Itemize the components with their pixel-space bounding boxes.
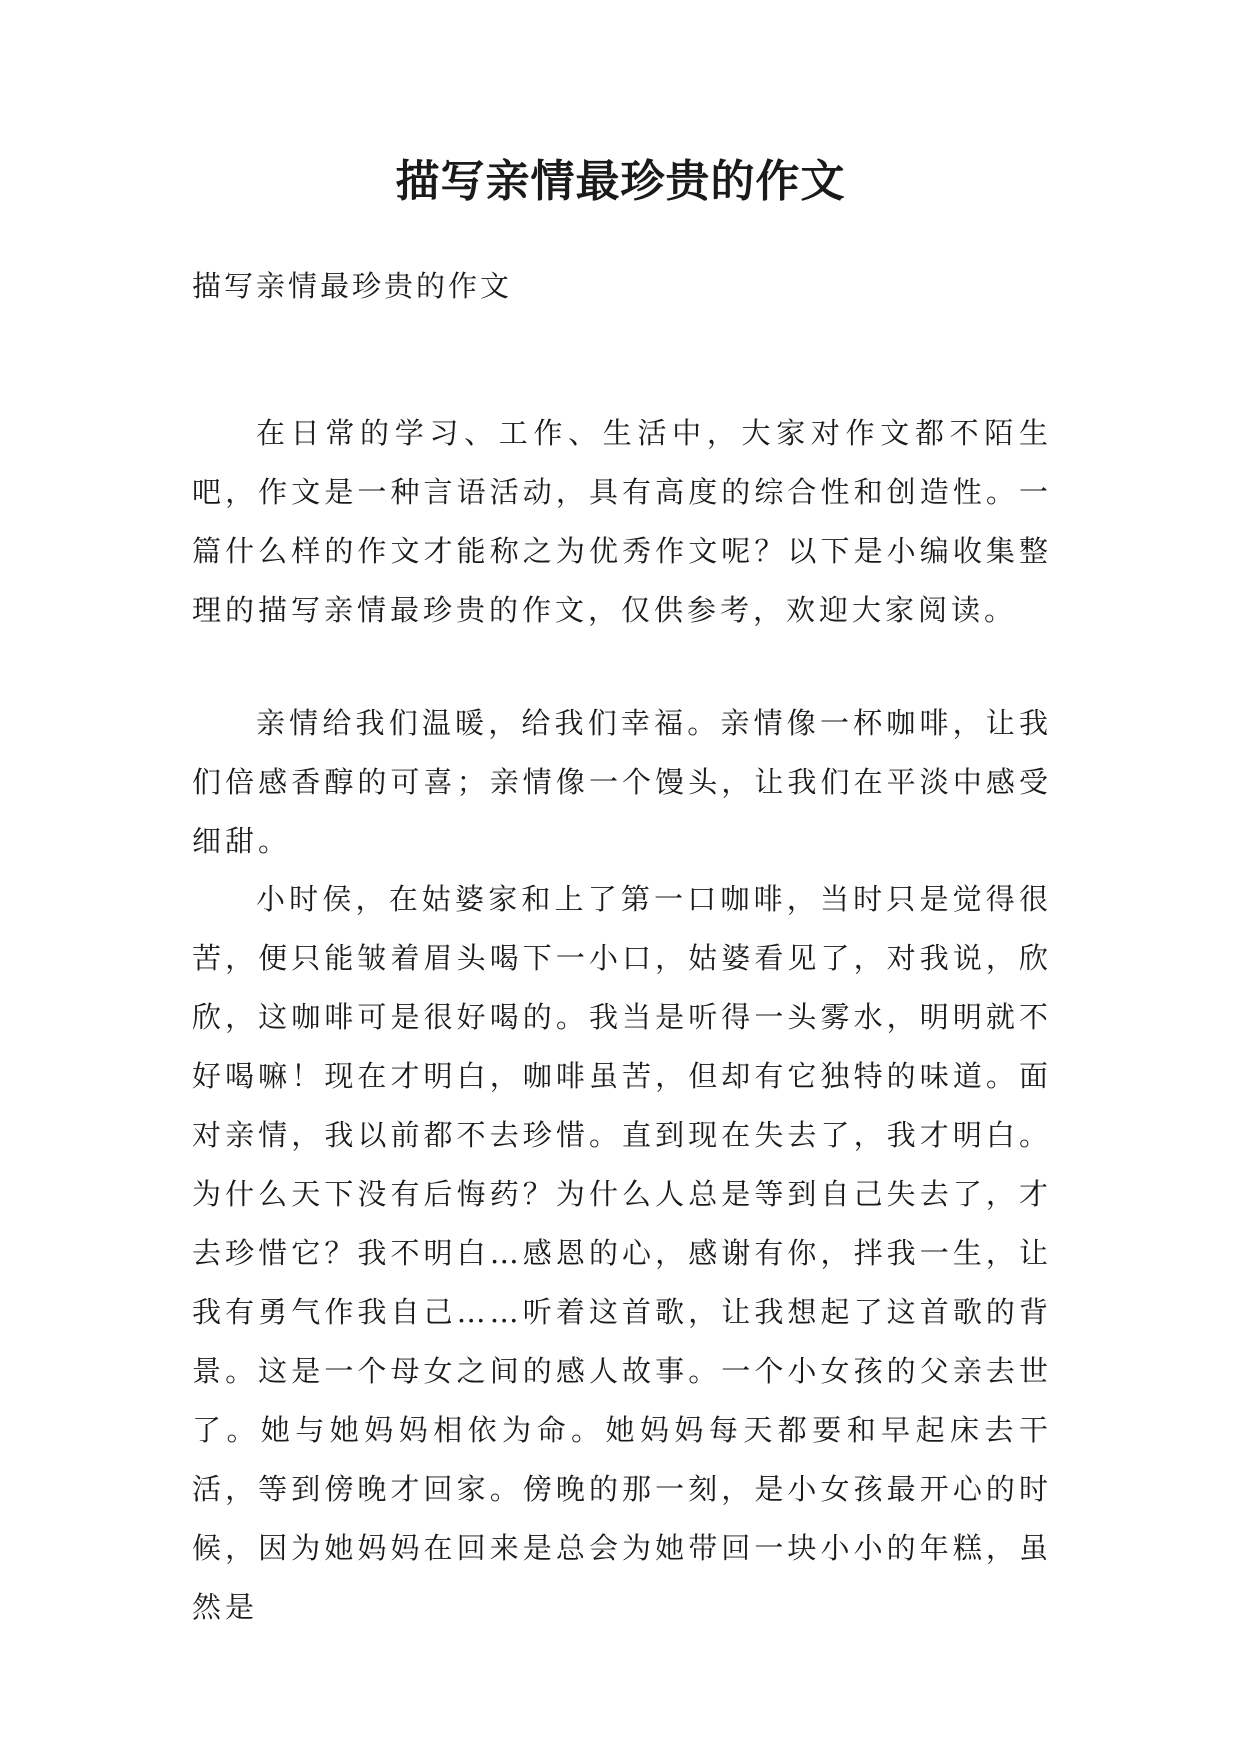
document-subtitle: 描写亲情最珍贵的作文 <box>192 269 513 303</box>
paragraph-story: 小时侯，在姑婆家和上了第一口咖啡，当时只是觉得很苦，便只能皱着眉头喝下一小口，姑婆看见了，对我说，欣欣，这咖啡可是很好喝的。我当是听得一头雾水，明明就不好喝嘛！现在才明白，咖啡虽苦，但却有它独特的味道。面对亲情，我以前都不去珍惜。直到现在失去了，我才明白。为什么天下没有后悔药？为什么人总是等到自己失去了，才去珍惜它？我不明白…感恩的心，感谢有你，拌我一生，让我有勇气作我自己……听着这首歌，让我想起了这首歌的背景。这是一个母女之间的感人故事。一个小女孩的父亲去世了。她与她妈妈相依为命。她妈妈每天都要和早起床去干活，等到傍晚才回家。傍晚的那一刻，是小女孩最开心的时候，因为她妈妈在回来是总会为她带回一块小小的年糕，虽然是 <box>192 882 1052 1624</box>
document-title: 描写亲情最珍贵的作文 <box>395 156 846 207</box>
paragraph-intro: 在日常的学习、工作、生活中，大家对作文都不陌生吧，作文是一种言语活动，具有高度的综合性和创造性。一篇什么样的作文才能称之为优秀作文呢？以下是小编收集整理的描写亲情最珍贵的作文，仅供参考，欢迎大家阅读。 <box>192 416 1052 627</box>
paragraph-opening: 亲情给我们温暖，给我们幸福。亲情像一杯咖啡，让我们倍感香醇的可喜；亲情像一个馒头，让我们在平淡中感受细甜。 <box>192 706 1052 858</box>
